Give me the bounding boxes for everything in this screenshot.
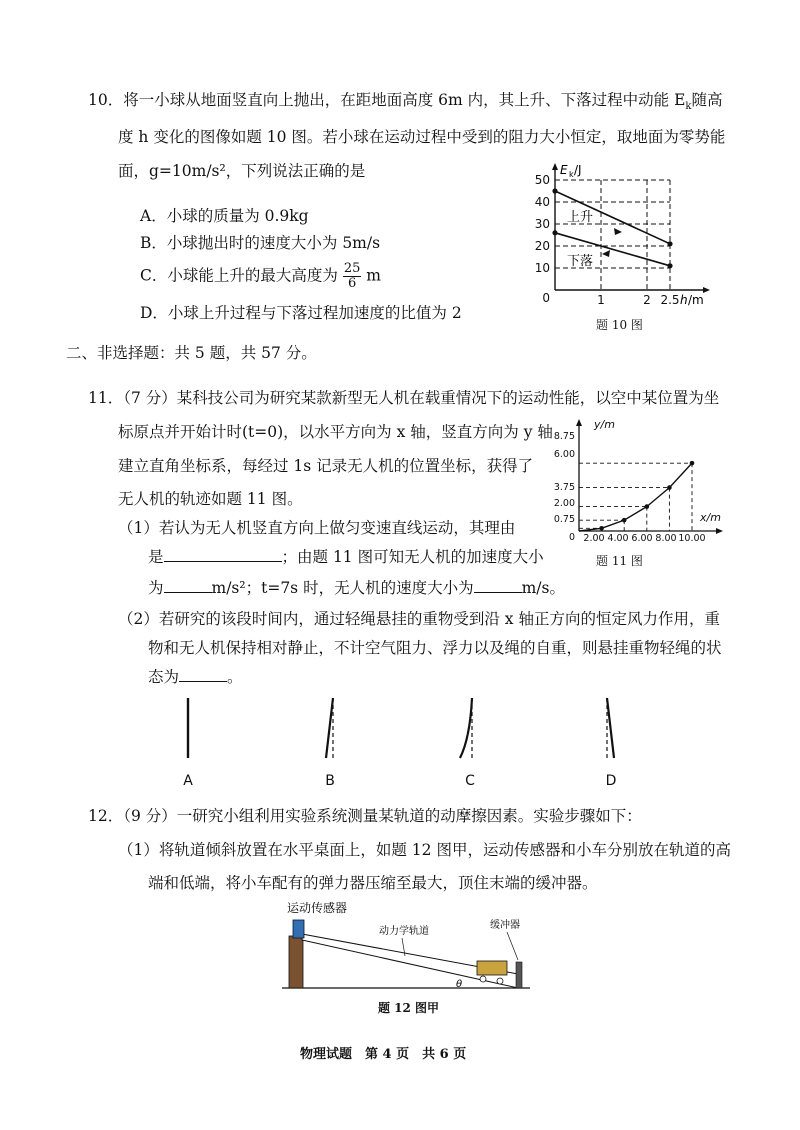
- label-motion-sensor: 运动传感器: [287, 901, 348, 915]
- fig11-ytick-2.00: 2.00: [553, 498, 575, 509]
- q11-part2-line3: 态为 。: [148, 668, 243, 686]
- fig10-ylabel-sub: k: [569, 170, 574, 179]
- answer-blank-velocity[interactable]: [474, 578, 522, 593]
- fig10-label-up: 上升: [567, 210, 594, 225]
- fig11-origin: 0: [568, 532, 575, 543]
- q10-option-b: B．小球抛出时的速度大小为 5m/s: [140, 234, 381, 252]
- fig11-point-2: [622, 518, 627, 523]
- option-c-rope: [460, 698, 472, 758]
- fig10-xunit: /m: [688, 293, 704, 307]
- fig10-chart: [530, 160, 720, 320]
- cart-wheel-right: [497, 978, 503, 984]
- option-b-label[interactable]: B: [325, 773, 335, 789]
- q11-line2: 标原点并开始计时(t=0)，以水平方向为 x 轴，竖直方向为 y 轴: [118, 423, 553, 441]
- fig10-yunit: /J: [574, 163, 582, 177]
- fig10-down-point-start: [552, 230, 557, 235]
- q11-part2-line2: 物和无人机保持相对静止，不计空气阻力、浮力以及绳的自重，则悬挂重物轻绳的状: [148, 639, 722, 657]
- fig10-label-down: 下落: [567, 254, 594, 269]
- fig10-up-point-start: [552, 188, 557, 193]
- q11-part1-line1: （1）若认为无人机竖直方向上做匀变速直线运动，其理由: [118, 519, 516, 537]
- fig10-caption: 题 10 图: [596, 318, 643, 332]
- answer-blank-rope-state[interactable]: [179, 667, 227, 682]
- motion-sensor: [293, 920, 304, 938]
- fig11-caption: 题 11 图: [596, 554, 643, 568]
- q10-option-a: A．小球的质量为 0.9kg: [140, 207, 309, 225]
- fig10-ylabel: E: [560, 163, 568, 177]
- fig11-ytick-8.75: 8.75: [553, 431, 575, 442]
- cart: [477, 961, 507, 975]
- rope-options: [150, 690, 670, 790]
- fig10-ytick-20: 20: [534, 239, 550, 253]
- fig11-xlabel: x/m: [700, 511, 721, 524]
- fig10-ytick-30: 30: [534, 217, 550, 231]
- fig10-xtick-1: 1: [597, 293, 605, 307]
- q12-line1: 12．（9 分）一研究小组利用实验系统测量某轨道的动摩擦因素。实验步骤如下：: [88, 807, 642, 825]
- fig12-caption: 题 12 图甲: [378, 1001, 440, 1015]
- option-d-label[interactable]: D: [605, 773, 617, 789]
- fig10-ytick-40: 40: [534, 195, 550, 209]
- fig11-ylabel: y/m: [594, 418, 615, 431]
- q12-part1-line1: （1）将轨道倾斜放置在水平桌面上，如题 12 图甲，运动传感器和小车分别放在轨道的高: [118, 841, 731, 859]
- q11-line4: 无人机的轨迹如题 11 图。: [118, 490, 303, 508]
- fig10-down-point-end: [667, 263, 672, 268]
- section-2-heading: 二、非选择题：共 5 题，共 57 分。: [66, 344, 317, 362]
- fig10-up-point-end: [667, 241, 672, 246]
- option-d-rope: [607, 698, 614, 758]
- fig11-xtick-2: 2.00: [583, 533, 605, 543]
- option-c-label[interactable]: C: [465, 773, 475, 789]
- option-b-rope: [326, 698, 333, 758]
- q10-option-d: D．小球上升过程与下落过程加速度的比值为 2: [140, 304, 462, 322]
- cart-wheel-left: [480, 976, 486, 982]
- fig10-ytick-50: 50: [534, 173, 550, 187]
- ek-subscript: k: [685, 101, 692, 113]
- q10-line1: 10．将一小球从地面竖直向上抛出，在距地面高度 6m 内，其上升、下落过程中动能 $E_k$随高: [88, 91, 723, 113]
- label-dynamics-track: 动力学轨道: [379, 926, 429, 937]
- fig11-point-1: [599, 526, 604, 531]
- q10-line3: 面，g=10m/s²，下列说法正确的是: [118, 162, 366, 180]
- fig11-ytick-0.75: 0.75: [553, 514, 575, 525]
- fig10-down-arrow: [602, 250, 610, 257]
- fig11-point-5: [690, 461, 695, 466]
- fig10-ytick-10: 10: [534, 261, 550, 275]
- q11-part1-line3: 为 m/s²；t=7s 时，无人机的速度大小为 m/s。: [148, 579, 565, 597]
- fig10-up-arrow: [614, 228, 622, 235]
- fig11-xtick-4: 4.00: [607, 533, 629, 543]
- answer-blank-reason[interactable]: [164, 547, 282, 562]
- page-footer: 物理试题 第 4 页 共 6 页: [300, 1047, 467, 1062]
- fig10-xlabel: h: [680, 293, 688, 307]
- q11-part2-line1: （2）若研究的该段时间内，通过轻绳悬挂的重物受到沿 x 轴正方向的恒定风力作用，重: [118, 610, 720, 628]
- q10-option-c: C．小球能上升的最大高度为 $\frac{25}{6}$ m: [140, 261, 381, 291]
- fig11-xtick-8: 8.00: [655, 533, 677, 543]
- q11-line1: 11．（7 分）某科技公司为研究某款新型无人机在载重情况下的运动性能，以空中某位置为坐: [88, 389, 720, 407]
- q12-part1-line2: 端和低端，将小车配有的弹力器压缩至最大，顶住末端的缓冲器。: [148, 874, 598, 892]
- fig12-apparatus: [282, 896, 532, 996]
- fig11-chart: [542, 418, 727, 543]
- q11-line3: 建立直角坐标系，每经过 1s 记录无人机的位置坐标，获得了: [118, 457, 534, 475]
- fig11-ytick-3.75: 3.75: [553, 482, 575, 493]
- answer-blank-acceleration[interactable]: [164, 578, 212, 593]
- fig11-point-4: [667, 485, 672, 490]
- option-a-label[interactable]: A: [183, 773, 193, 789]
- fig10-origin: 0: [542, 291, 550, 305]
- angle-theta: θ: [456, 979, 463, 990]
- label-buffer: 缓冲器: [490, 920, 520, 931]
- buffer-end-stop: [516, 962, 522, 988]
- fig11-ytick-6.00: 6.00: [553, 449, 575, 460]
- fig10-xtick-2: 2: [643, 293, 651, 307]
- fig10-xtick-2.5: 2.5: [660, 293, 680, 307]
- fraction-25-6: $\frac{25}{6}$: [343, 261, 361, 291]
- fig11-point-3: [645, 504, 650, 509]
- fig11-xtick-6: 6.00: [631, 533, 653, 543]
- fig11-trajectory-curve: [579, 463, 692, 531]
- fig11-xtick-10: 10.00: [678, 533, 706, 543]
- support-block: [289, 936, 303, 988]
- q11-part1-line2: 是 ；由题 11 图可知无人机的加速度大小: [148, 548, 544, 566]
- q10-line2: 度 h 变化的图像如题 10 图。若小球在运动过程中受到的阻力大小恒定，取地面为零势能: [118, 128, 726, 146]
